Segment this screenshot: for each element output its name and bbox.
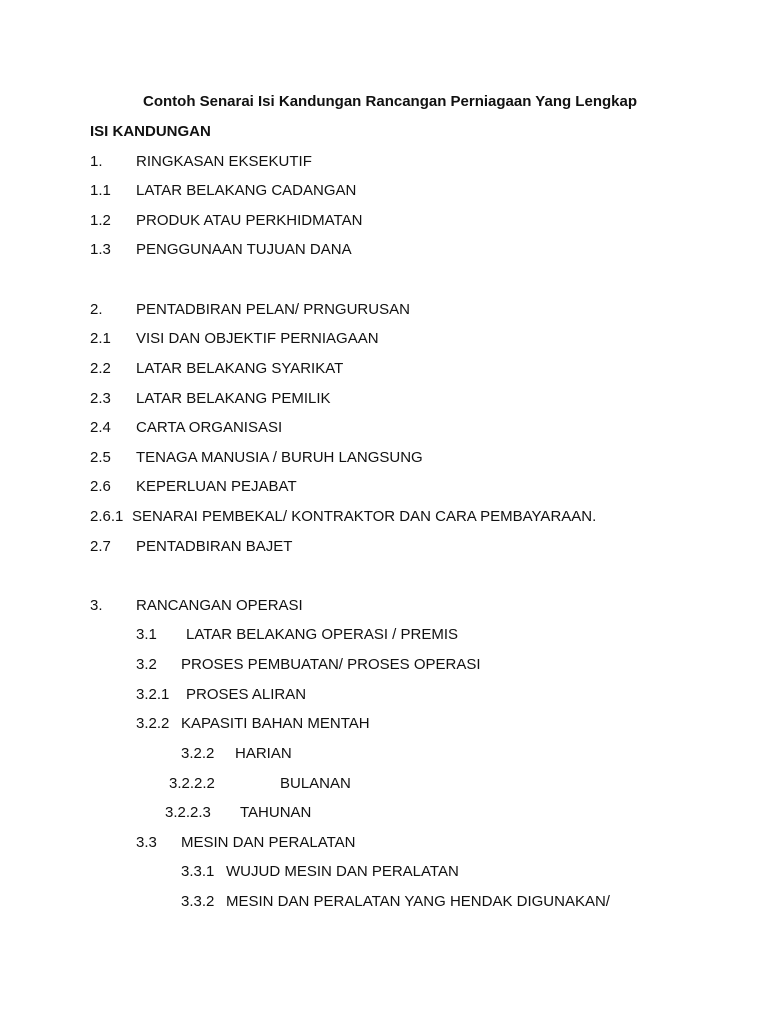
toc-number: 3.3.1 <box>181 863 215 880</box>
toc-number: 3. <box>90 597 103 614</box>
toc-entry: MESIN DAN PERALATAN <box>181 834 356 851</box>
toc-number: 3.2.2 <box>136 715 170 732</box>
toc-entry: KAPASITI BAHAN MENTAH <box>181 715 370 732</box>
toc-entry: PENTADBIRAN PELAN/ PRNGURUSAN <box>136 301 410 318</box>
toc-number: 2.7 <box>90 538 111 555</box>
toc-number: 2.6.1 <box>90 508 124 525</box>
document-title: Contoh Senarai Isi Kandungan Rancangan Perniagaan Yang Lengkap <box>143 93 637 110</box>
toc-entry: SENARAI PEMBEKAL/ KONTRAKTOR DAN CARA PEMBAYARAAN. <box>132 508 597 525</box>
toc-entry: LATAR BELAKANG PEMILIK <box>136 390 331 407</box>
toc-entry: PROSES ALIRAN <box>186 686 307 703</box>
toc-number: 3.1 <box>136 626 157 643</box>
toc-number: 1. <box>90 153 103 170</box>
toc-number: 2.4 <box>90 419 111 436</box>
toc-number: 2.5 <box>90 449 111 466</box>
toc-entry: RANCANGAN OPERASI <box>136 597 303 614</box>
toc-number: 3.2.2 <box>181 745 215 762</box>
toc-number: 2.6 <box>90 478 111 495</box>
toc-number: 1.3 <box>90 241 111 258</box>
toc-number: 1.1 <box>90 182 111 199</box>
toc-entry: PRODUK ATAU PERKHIDMATAN <box>136 212 363 229</box>
toc-entry: KEPERLUAN PEJABAT <box>136 478 297 495</box>
toc-number: 3.3.2 <box>181 893 215 910</box>
toc-entry: HARIAN <box>235 745 292 762</box>
toc-number: 3.2.2.2 <box>169 775 215 792</box>
toc-entry: LATAR BELAKANG OPERASI / PREMIS <box>186 626 459 643</box>
toc-number: 2.3 <box>90 390 111 407</box>
toc-number: 3.3 <box>136 834 157 851</box>
toc-entry: LATAR BELAKANG SYARIKAT <box>136 360 344 377</box>
toc-entry: TAHUNAN <box>240 804 312 821</box>
toc-number: 2.1 <box>90 330 111 347</box>
toc-entry: CARTA ORGANISASI <box>136 419 283 436</box>
toc-entry: LATAR BELAKANG CADANGAN <box>136 182 357 199</box>
toc-entry: TENAGA MANUSIA / BURUH LANGSUNG <box>136 449 423 466</box>
toc-number: 2.2 <box>90 360 111 377</box>
toc-number: 1.2 <box>90 212 111 229</box>
toc-entry: BULANAN <box>280 775 351 792</box>
toc-heading: ISI KANDUNGAN <box>90 123 211 140</box>
toc-number: 2. <box>90 301 103 318</box>
toc-number: 3.2 <box>136 656 157 673</box>
toc-entry: VISI DAN OBJEKTIF PERNIAGAAN <box>136 330 379 347</box>
toc-entry: PROSES PEMBUATAN/ PROSES OPERASI <box>181 656 481 673</box>
toc-entry: WUJUD MESIN DAN PERALATAN <box>226 863 459 880</box>
toc-number: 3.2.2.3 <box>165 804 211 821</box>
toc-entry: RINGKASAN EKSEKUTIF <box>136 153 312 170</box>
toc-entry: PENTADBIRAN BAJET <box>136 538 293 555</box>
toc-entry: MESIN DAN PERALATAN YANG HENDAK DIGUNAKAN/ <box>226 893 610 910</box>
toc-entry: PENGGUNAAN TUJUAN DANA <box>136 241 352 258</box>
toc-number: 3.2.1 <box>136 686 170 703</box>
